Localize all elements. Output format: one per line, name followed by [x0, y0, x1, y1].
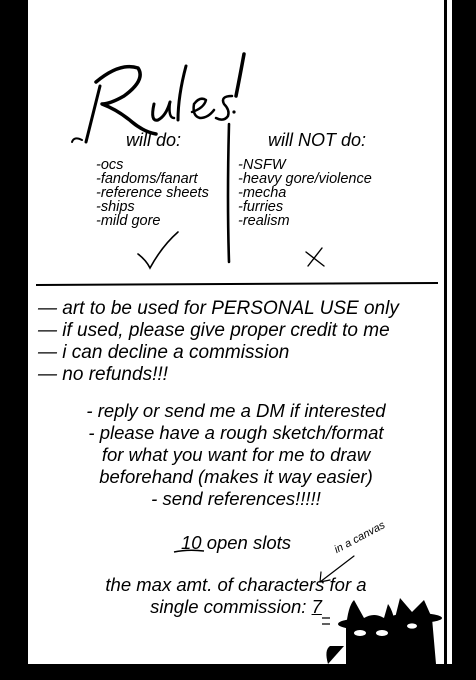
rule-line: — i can decline a commission — [38, 342, 290, 363]
rule-line: — no refunds!!! — [38, 364, 168, 385]
rules-card — [28, 0, 452, 664]
will-do-item: -reference sheets — [96, 185, 209, 201]
max-characters-prefix: single commission: — [150, 596, 312, 617]
check-mark-icon — [138, 232, 178, 268]
title-logo — [72, 54, 244, 142]
will-do-item: -ocs — [96, 157, 124, 173]
canvas-note: in a canvas — [332, 519, 388, 556]
column-divider — [228, 124, 229, 262]
will-not-do-item: -NSFW — [238, 157, 286, 173]
x-mark-icon — [306, 248, 324, 266]
bottom-border — [28, 664, 452, 680]
will-do-item: -mild gore — [96, 213, 161, 229]
will-not-do-item: -realism — [238, 213, 290, 229]
rule-line: — if used, please give proper credit to me — [38, 320, 390, 341]
instruction-line: - please have a rough sketch/format — [88, 422, 384, 443]
will-do-item: -ships — [96, 199, 135, 215]
left-border — [0, 0, 28, 680]
instruction-line: - send references!!!!! — [151, 488, 321, 509]
will-not-do-item: -heavy gore/violence — [238, 171, 372, 187]
will-do-item: -fandoms/fanart — [96, 171, 198, 187]
instruction-line: beforehand (makes it way easier) — [99, 466, 373, 487]
open-slots — [28, 532, 444, 554]
instruction-line: for what you want for me to draw — [101, 444, 371, 465]
max-characters-line: the max amt. of characters for a — [105, 574, 367, 595]
max-characters-number: 7 — [311, 596, 322, 617]
rule-line: — art to be used for PERSONAL USE only — [38, 298, 399, 319]
instruction-line: - reply or send me a DM if interested — [86, 400, 386, 421]
will-not-do-item: -furries — [238, 199, 284, 215]
will-do-heading: will do: — [126, 130, 182, 150]
right-border — [452, 0, 476, 680]
will-not-do-item: -mecha — [238, 185, 287, 201]
slots-number: 10 — [180, 532, 202, 553]
will-not-do-heading: will NOT do: — [268, 130, 367, 150]
slots-label: open slots — [206, 532, 292, 553]
max-characters-line — [28, 596, 444, 618]
section-separator — [36, 283, 438, 285]
